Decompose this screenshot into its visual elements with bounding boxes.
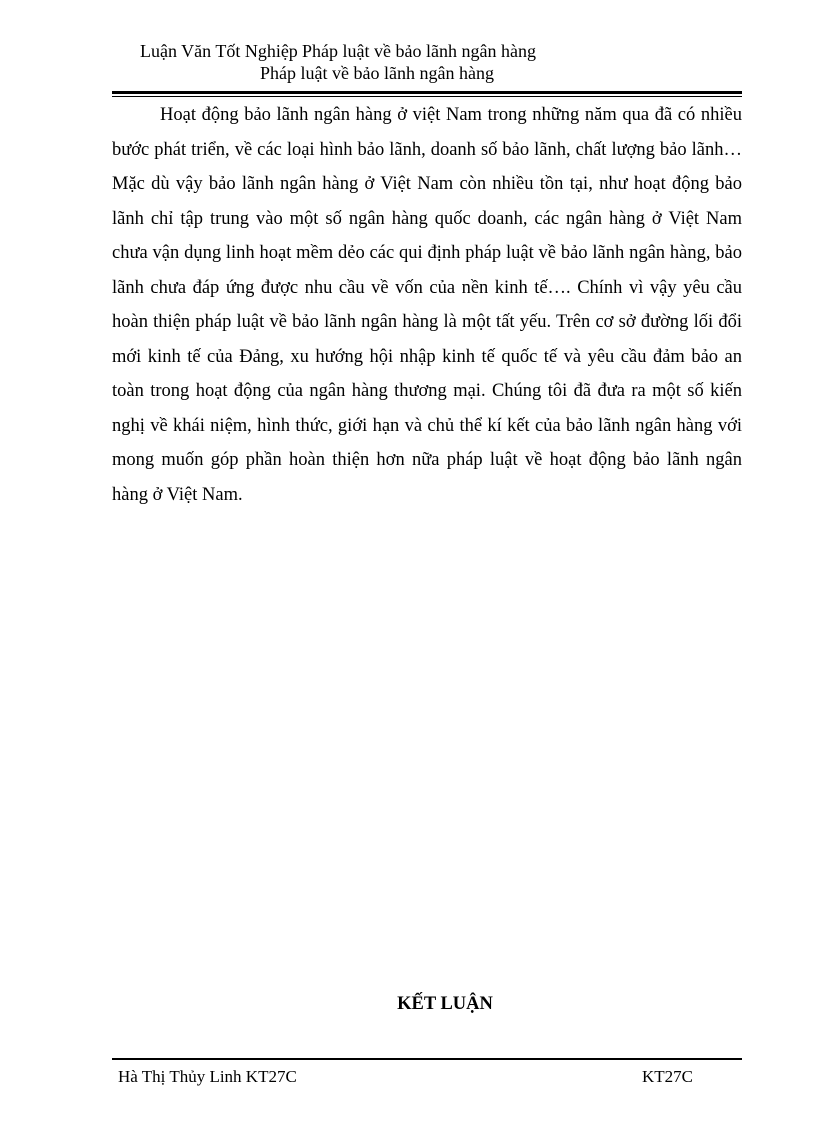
conclusion-paragraph: Hoạt động bảo lãnh ngân hàng ở việt Nam trong những năm qua đã có nhiều bước phát triển, về các loại hình bảo lãnh, doanh số bảo lãnh, chất lượng bảo lãnh…Mặc dù vậy bảo lãnh ngân hàng ở Việt Nam còn nhiều tồn tại, như hoạt động bảo lãnh chỉ tập trung vào một số ngân hàng quốc doanh, các ngân hàng ở Việt Nam chưa vận dụng linh hoạt mềm dẻo các qui định pháp luật về bảo lãnh ngân hàng, bảo lãnh chưa đáp ứng được nhu cầu về vốn của nền kinh tế…. Chính vì vậy yêu cầu hoàn thiện pháp luật về bảo lãnh ngân hàng là một tất yếu. Trên cơ sở đường lối đổi mới kinh tế của Đảng, xu hướng hội nhập kinh tế quốc tế và yêu cầu đảm bảo an toàn trong hoạt động của ngân hàng thương mại. Chúng tôi đã đưa ra một số kiến nghị về khái niệm, hình thức, giới hạn và chủ thể kí kết của bảo lãnh ngân hàng với mong muốn góp phần hoàn thiện hơn nữa pháp luật về hoạt động bảo lãnh ngân hàng ở Việt Nam. bbox=[112, 105, 742, 505]
footer-class-code: KT27C bbox=[642, 1067, 693, 1086]
footer-divider bbox=[112, 1058, 742, 1060]
header-subtitle: Pháp luật về bảo lãnh ngân hàng bbox=[260, 63, 494, 83]
section-heading: KẾT LUẬN bbox=[397, 994, 493, 1014]
header-thesis-label: Luận Văn Tốt Nghiệp bbox=[140, 41, 298, 61]
footer-author: Hà Thị Thủy Linh KT27C bbox=[118, 1067, 297, 1086]
header-divider bbox=[112, 91, 742, 97]
header-topic-label: Pháp luật về bảo lãnh ngân hàng bbox=[302, 41, 536, 61]
